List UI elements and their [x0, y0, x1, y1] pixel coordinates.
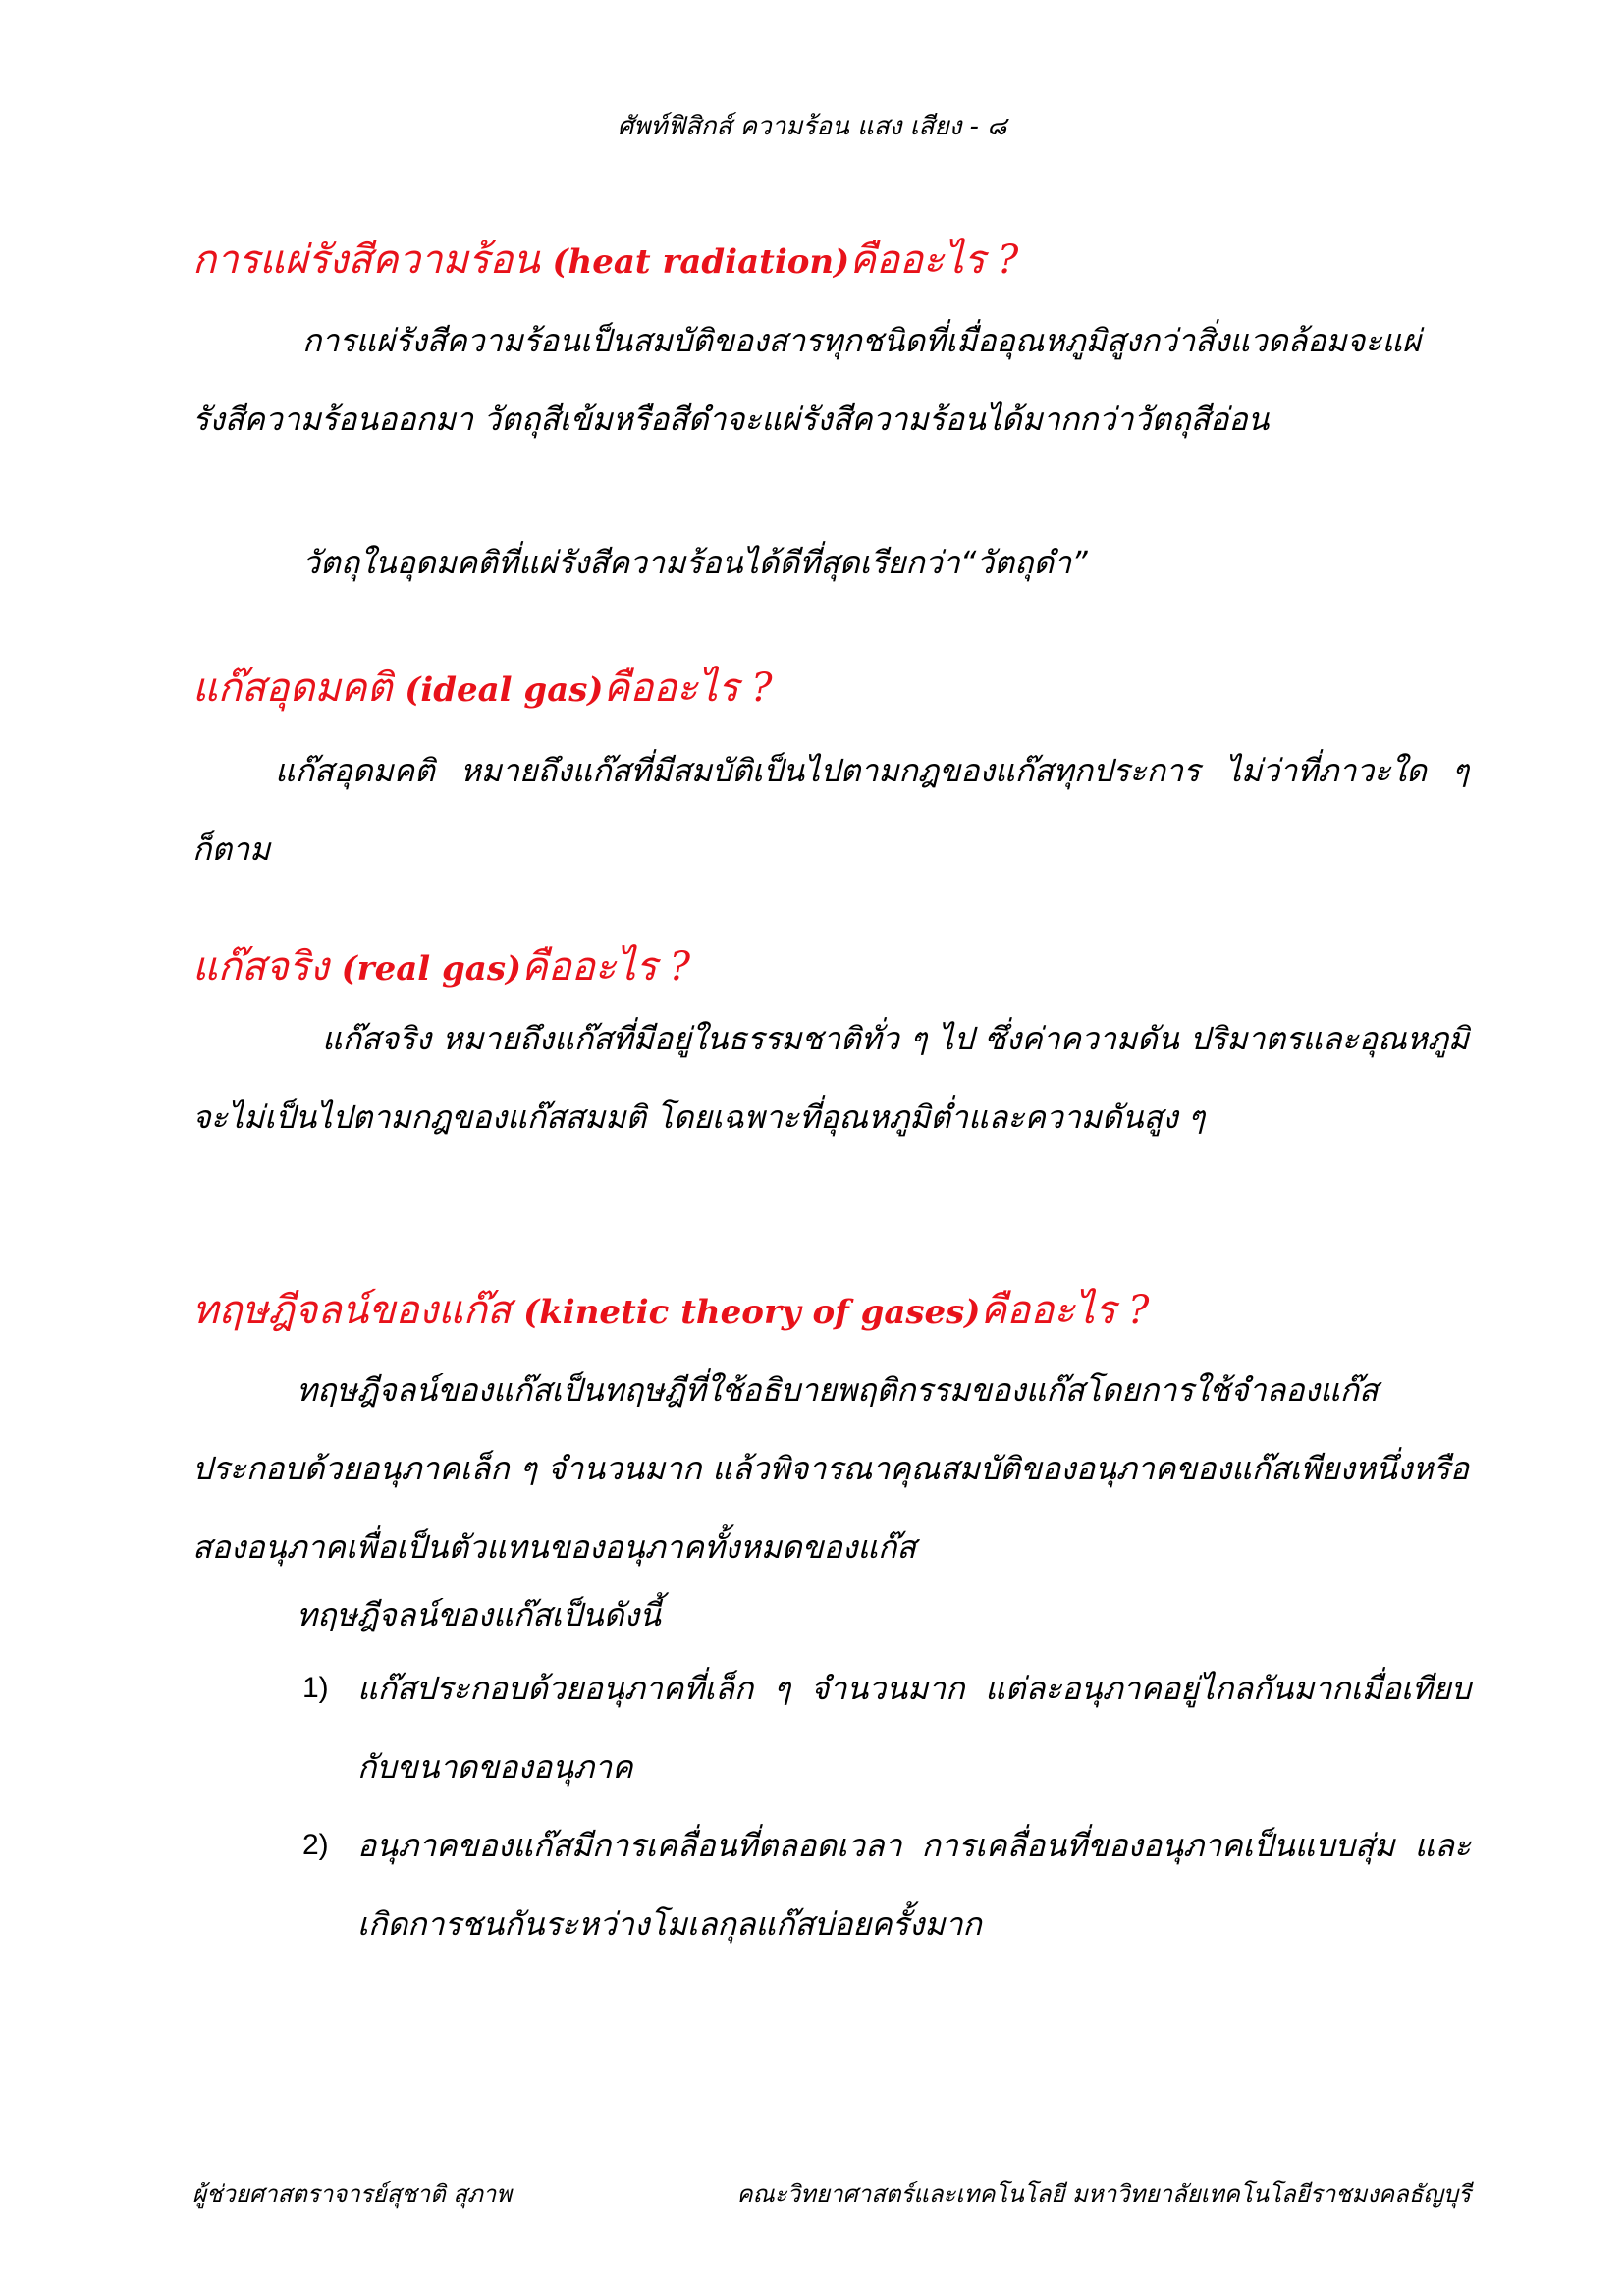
paragraph: [192, 1351, 1469, 1586]
list-intro: ทฤษฎีจลน์ของแก๊สเป็นดังนี้: [297, 1596, 661, 1633]
heading-question: คืออะไร ?: [521, 944, 691, 989]
paragraph: [192, 999, 1469, 1156]
heading-english-term: (ideal gas): [405, 670, 604, 710]
heading-english-term: (kinetic theory of gases): [523, 1293, 981, 1332]
list-text: แก๊สประกอบด้วยอนุภาคที่เล็ก ๆ จำนวนมาก แต่ละอนุภาคอยู่ไกลกันมากเมื่อเทียบกับขนาดของอนุภาค: [357, 1670, 1471, 1786]
paragraph-text: แก๊สจริง หมายถึงแก๊สที่มีอยู่ในธรรมชาติทั่ว ๆ ไป ซึ่งค่าความดัน ปริมาตรและอุณหภูมิจะไม่เป็นไปตามกฎของแก๊สสมมติ โดยเฉพาะที่อุณหภูมิต่ำและความดันสูง ๆ: [192, 1020, 1469, 1136]
heading-question: คืออะไร ?: [980, 1288, 1150, 1333]
list-number: 1): [302, 1672, 329, 1704]
section-heading-kinetic-theory: [192, 1278, 1149, 1341]
footer-institution: คณะวิทยาศาสตร์และเทคโนโลยี มหาวิทยาลัยเทคโนโลยีราชมงคลธัญบุรี: [736, 2180, 1471, 2208]
list-number: 2): [302, 1829, 329, 1861]
heading-question: คืออะไร ?: [603, 666, 773, 711]
heading-thai-text: การแผ่รังสีความร้อน: [192, 238, 553, 283]
heading-english-term: (real gas): [341, 949, 522, 988]
paragraph: [192, 731, 1469, 888]
paragraph: [192, 301, 1469, 458]
paragraph-text: แก๊สอุดมคติ หมายถึงแก๊สที่มีสมบัติเป็นไปตามกฎของแก๊สทุกประการ ไม่ว่าที่ภาวะใด ๆ ก็ตาม: [192, 752, 1469, 868]
section-heading-heat-radiation: [192, 228, 1018, 291]
heading-english-term: (heat radiation): [552, 242, 850, 282]
running-header: ศัพท์ฟิสิกส์ ความร้อน แสง เสียง - ๘: [617, 112, 1007, 141]
section-heading-ideal-gas: [192, 656, 773, 719]
paragraph-text: การแผ่รังสีความร้อนเป็นสมบัติของสารทุกชนิดที่เมื่ออุณหภูมิสูงกว่าสิ่งแวดล้อมจะแผ่รังสีความร้อนออกมา วัตถุสีเข้มหรือสีดำจะแผ่รังสีความร้อนได้มากกว่าวัตถุสีอ่อน: [192, 322, 1421, 438]
paragraph: วัตถุในอุดมคติที่แผ่รังสีความร้อนได้ดีที่สุดเรียกว่า“วัตถุดำ”: [302, 544, 1088, 581]
heading-thai-text: แก๊สอุดมคติ: [192, 666, 406, 711]
paragraph-text: ทฤษฎีจลน์ของแก๊สเป็นทฤษฎีที่ใช้อธิบายพฤติกรรมของแก๊สโดยการใช้จำลองแก๊สประกอบด้วยอนุภาคเล็ก ๆ จำนวนมาก แล้วพิจารณาคุณสมบัติของอนุภาคของแก๊สเพียงหนึ่งหรือสองอนุภาคเพื่อเป็นตัวแทนของอนุภาคทั้งหมดของแก๊ส: [192, 1371, 1469, 1566]
heading-thai-text: ทฤษฎีจลน์ของแก๊ส: [192, 1288, 524, 1333]
footer-author: ผู้ช่วยศาสตราจารย์สุชาติ สุภาพ: [192, 2180, 513, 2208]
section-heading-real-gas: [192, 934, 690, 997]
heading-question: คืออะไร ?: [849, 238, 1019, 283]
heading-thai-text: แก๊สจริง: [192, 944, 342, 989]
list-text: อนุภาคของแก๊สมีการเคลื่อนที่ตลอดเวลา การเคลื่อนที่ของอนุภาคเป็นแบบสุ่ม และเกิดการชนกันระหว่างโมเลกุลแก๊สบ่อยครั้งมาก: [357, 1827, 1471, 1943]
